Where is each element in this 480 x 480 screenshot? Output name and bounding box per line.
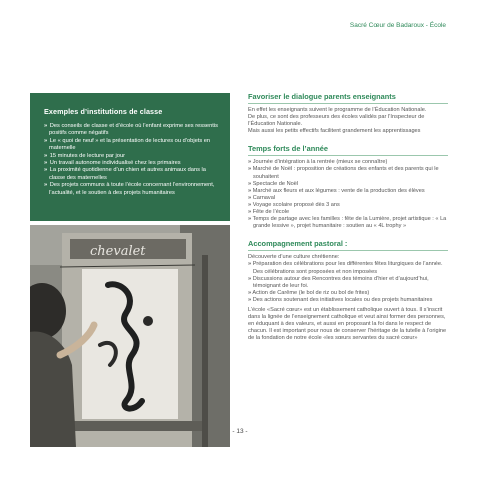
child-painting-photo — [30, 225, 230, 447]
dialogue-text: De plus, ce sont des professeurs des écoles validés par l’Inspecteur de l’Éducation Nationale. — [248, 114, 425, 128]
bullet-icon: » — [44, 182, 48, 189]
bullet-icon: » — [248, 159, 252, 166]
temps-forts-list — [248, 159, 448, 230]
list-item: » Des projets communs à toute l’école concernant l’environnement, l’actualité, et le soutien à des projets humanitaires — [44, 182, 215, 196]
temps-forts-title: Temps forts de l’année — [248, 144, 328, 154]
bullet-icon: » — [44, 123, 48, 129]
school-name: Sacré Cœur de Badaroux — [349, 22, 424, 29]
institutions-box — [30, 93, 230, 221]
list-item: » Marché de Noël : proposition de créations des enfants et des parents qui le souhaitent — [248, 166, 439, 180]
section-name: École — [429, 22, 446, 29]
bullet-icon: » — [248, 209, 252, 216]
list-item: » Action de Carême (le bol de riz ou bol de frites) — [248, 289, 370, 296]
pastoral-list — [248, 261, 448, 304]
bullet-icon: » — [44, 137, 48, 144]
institutions-title: Exemples d’institutions de classe — [44, 107, 163, 116]
list-item: » Temps de partage avec les familles : fête de la Lumière, projet artistique : « La grande lessive », projet humanitaire : soutien au « 4L trophy » — [248, 216, 447, 230]
pastoral-closing: L’école «Sacré cœur» est un établissement catholique ouvert à tous. Il s’inscrit dans la lignée de l’enseignement catholique et veut ainsi former des personnes, en éduquant à des valeurs, et aussi en proposant la foi dans le respect de chacun. Il est important pour nous de conserver l’héritage de la tutelle à l’origine de la fondation de notre école «les sœurs servantes du sacré cœur» — [248, 306, 447, 342]
bullet-icon: » — [248, 261, 252, 268]
section-divider — [248, 103, 448, 104]
page-header — [350, 22, 446, 29]
bullet-icon: » — [248, 216, 252, 223]
bullet-icon: » — [248, 180, 252, 187]
bullet-icon: » — [248, 201, 252, 208]
list-item: » Préparation des célébrations pour les différentes fêtes liturgiques de l’année. Des célébrations sont proposées et non imposées — [248, 261, 443, 275]
right-column — [248, 92, 448, 351]
list-item: » Marché aux fleurs et aux légumes : vente de la production des élèves — [248, 187, 425, 194]
bullet-icon: » — [44, 160, 48, 167]
page-number: - 13 - — [232, 428, 248, 435]
board-word: chevalet — [90, 244, 146, 259]
dialogue-text: En effet les enseignants suivent le programme de l’Éducation Nationale. — [248, 107, 427, 113]
list-item: » Journée d’intégration à la rentrée (mieux se connaître) — [248, 159, 388, 166]
bullet-icon: » — [44, 167, 48, 174]
list-item: » Spectacle de Noël — [248, 180, 299, 187]
pastoral-section — [248, 239, 448, 342]
list-item: » Carnaval — [248, 194, 276, 201]
bullet-icon: » — [248, 187, 252, 194]
list-item: » 15 minutes de lecture par jour — [44, 152, 126, 159]
list-item: » Un travail autonome individualisé chez les primaires — [44, 160, 181, 167]
list-item: » La proximité quotidienne d’un chien et autres animaux dans la classe des maternelles — [44, 167, 206, 181]
header-separator: - — [423, 22, 430, 29]
list-item: » Fête de l’école — [248, 209, 290, 216]
bullet-icon: » — [248, 275, 252, 282]
bullet-icon: » — [248, 296, 252, 303]
bullet-icon: » — [248, 289, 252, 296]
list-item: » Des actions soutenant des initiatives locales ou des projets humanitaires — [248, 296, 433, 303]
dialogue-section — [248, 92, 448, 135]
pastoral-intro: Découverte d’une culture chrétienne: — [248, 254, 340, 261]
photo-illustration — [30, 225, 230, 447]
section-divider — [248, 155, 448, 156]
dialogue-text: Mais aussi les petits effectifs facilitent grandement les apprentissages — [248, 128, 421, 135]
bullet-icon: » — [248, 194, 252, 201]
list-item: » Le « quoi de neuf » et la présentation de lectures ou d’objets en maternelle — [44, 137, 211, 152]
dialogue-title: Favoriser le dialogue parents enseignants — [248, 92, 396, 101]
list-item: » Voyage scolaire proposé dès 3 ans — [248, 201, 340, 208]
temps-forts-section — [248, 144, 448, 230]
list-item: » Discussions autour des Rencontres des témoins d’hier et d’aujourd’hui, témoignant de leur foi. — [248, 275, 429, 289]
section-divider — [248, 250, 448, 251]
pastoral-title: Accompagnement pastoral : — [248, 239, 348, 249]
bullet-icon: » — [248, 166, 252, 173]
institutions-list — [44, 123, 218, 197]
bullet-icon: » — [44, 152, 48, 159]
list-item: » Des conseils de classe et d’école où l’enfant exprime ses ressentis positifs comme négatifs — [44, 123, 218, 137]
